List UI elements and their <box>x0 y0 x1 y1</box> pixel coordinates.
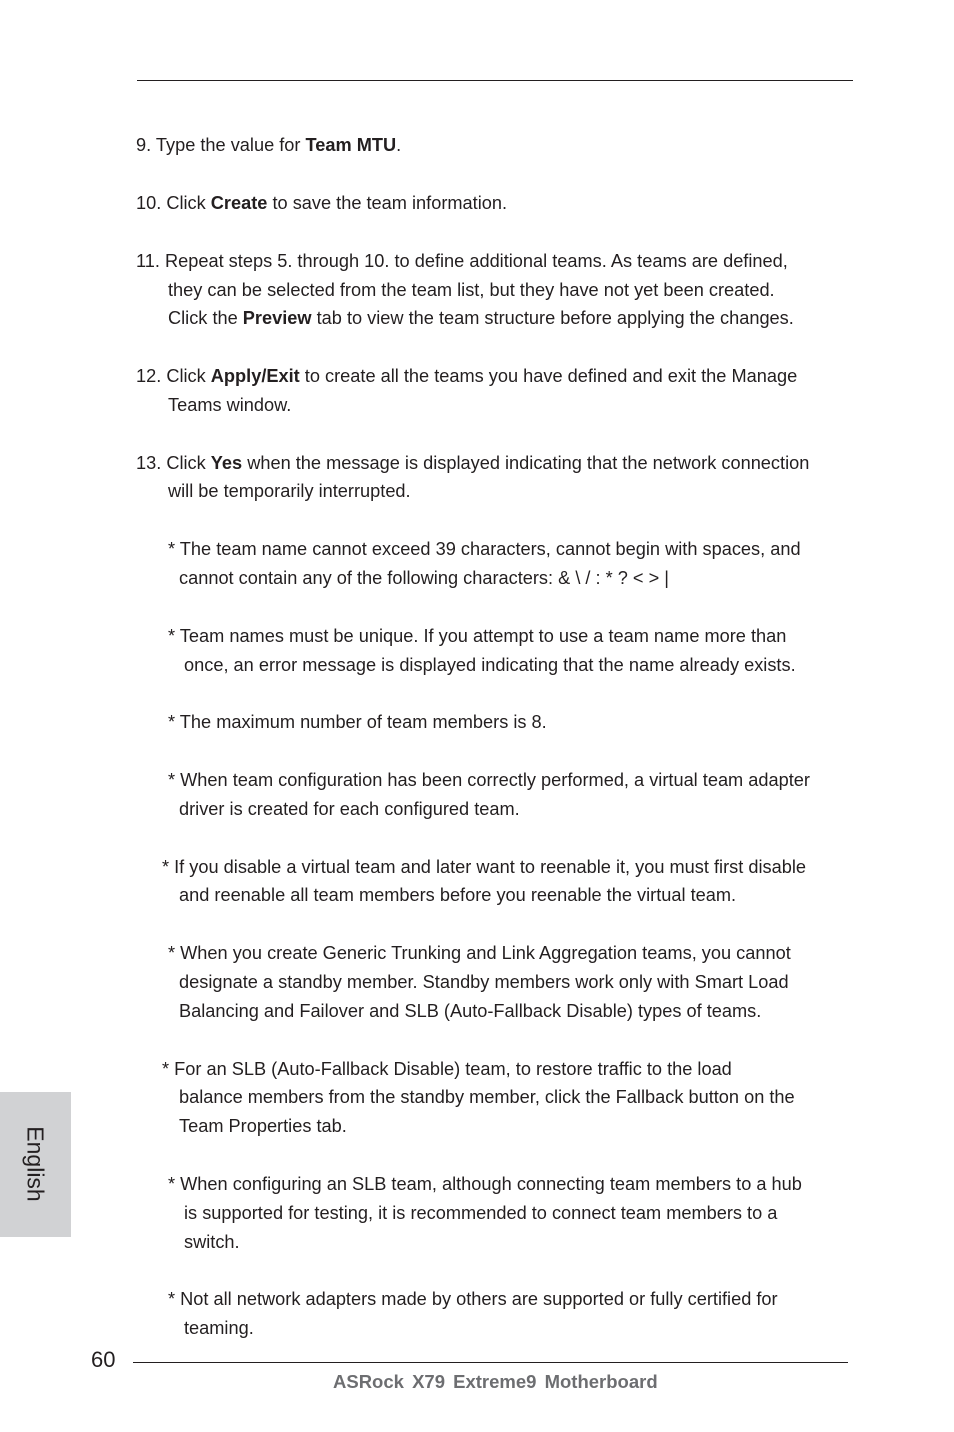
note-2-line-1: * Team names must be unique. If you attempt to use a team name more than <box>168 626 787 646</box>
step-13-line-1: 13. Click Yes when the message is displayed indicating that the network connection <box>136 453 810 473</box>
step-11-line-1: 11. Repeat steps 5. through 10. to define additional teams. As teams are defined, <box>136 251 788 271</box>
note-6-line-1: * When you create Generic Trunking and Link Aggregation teams, you cannot <box>168 943 791 963</box>
note-1-line-2: cannot contain any of the following characters: & \ / : * ? < > | <box>179 568 670 588</box>
note-5-line-1: * If you disable a virtual team and later want to reenable it, you must first disable <box>162 857 806 877</box>
page-number: 60 <box>91 1347 116 1372</box>
note-8-line-2: is supported for testing, it is recommended to connect team members to a <box>184 1203 778 1223</box>
footer-rule <box>133 1362 848 1363</box>
note-4-line-2: driver is created for each configured team. <box>179 799 520 819</box>
header-rule <box>137 80 853 81</box>
step-12-line-2: Teams window. <box>168 395 292 415</box>
note-9-line-2: teaming. <box>184 1318 254 1338</box>
note-2-line-2: once, an error message is displayed indicating that the name already exists. <box>184 655 796 675</box>
language-side-tab <box>0 1092 71 1237</box>
note-4-line-1: * When team configuration has been correctly performed, a virtual team adapter <box>168 770 810 790</box>
step-12-line-1: 12. Click Apply/Exit to create all the teams you have defined and exit the Manage <box>136 366 798 386</box>
step-13-line-2: will be temporarily interrupted. <box>168 481 411 501</box>
note-1-line-1: * The team name cannot exceed 39 characters, cannot begin with spaces, and <box>168 539 801 559</box>
note-6-line-3: Balancing and Failover and SLB (Auto-Fallback Disable) types of teams. <box>179 1001 762 1021</box>
step-9: 9. Type the value for Team MTU. <box>136 135 402 155</box>
note-7-line-2: balance members from the standby member, click the Fallback button on the <box>179 1087 795 1107</box>
note-3-line-1: * The maximum number of team members is 8. <box>168 712 547 732</box>
step-11-line-3: Click the Preview tab to view the team structure before applying the changes. <box>168 308 794 328</box>
note-7-line-3: Team Properties tab. <box>179 1116 347 1136</box>
note-5-line-2: and reenable all team members before you reenable the virtual team. <box>179 885 737 905</box>
step-10: 10. Click Create to save the team information. <box>136 193 508 213</box>
footer-title: ASRock X79 Extreme9 Motherboard <box>333 1371 658 1392</box>
note-6-line-2: designate a standby member. Standby members work only with Smart Load <box>179 972 789 992</box>
note-8-line-1: * When configuring an SLB team, although connecting team members to a hub <box>168 1174 802 1194</box>
note-8-line-3: switch. <box>184 1232 240 1252</box>
note-7-line-1: * For an SLB (Auto-Fallback Disable) team, to restore traffic to the load <box>162 1059 732 1079</box>
note-9-line-1: * Not all network adapters made by others are supported or fully certified for <box>168 1289 778 1309</box>
step-11-line-2: they can be selected from the team list, but they have not yet been created. <box>168 280 775 300</box>
language-label: English <box>22 1126 49 1202</box>
